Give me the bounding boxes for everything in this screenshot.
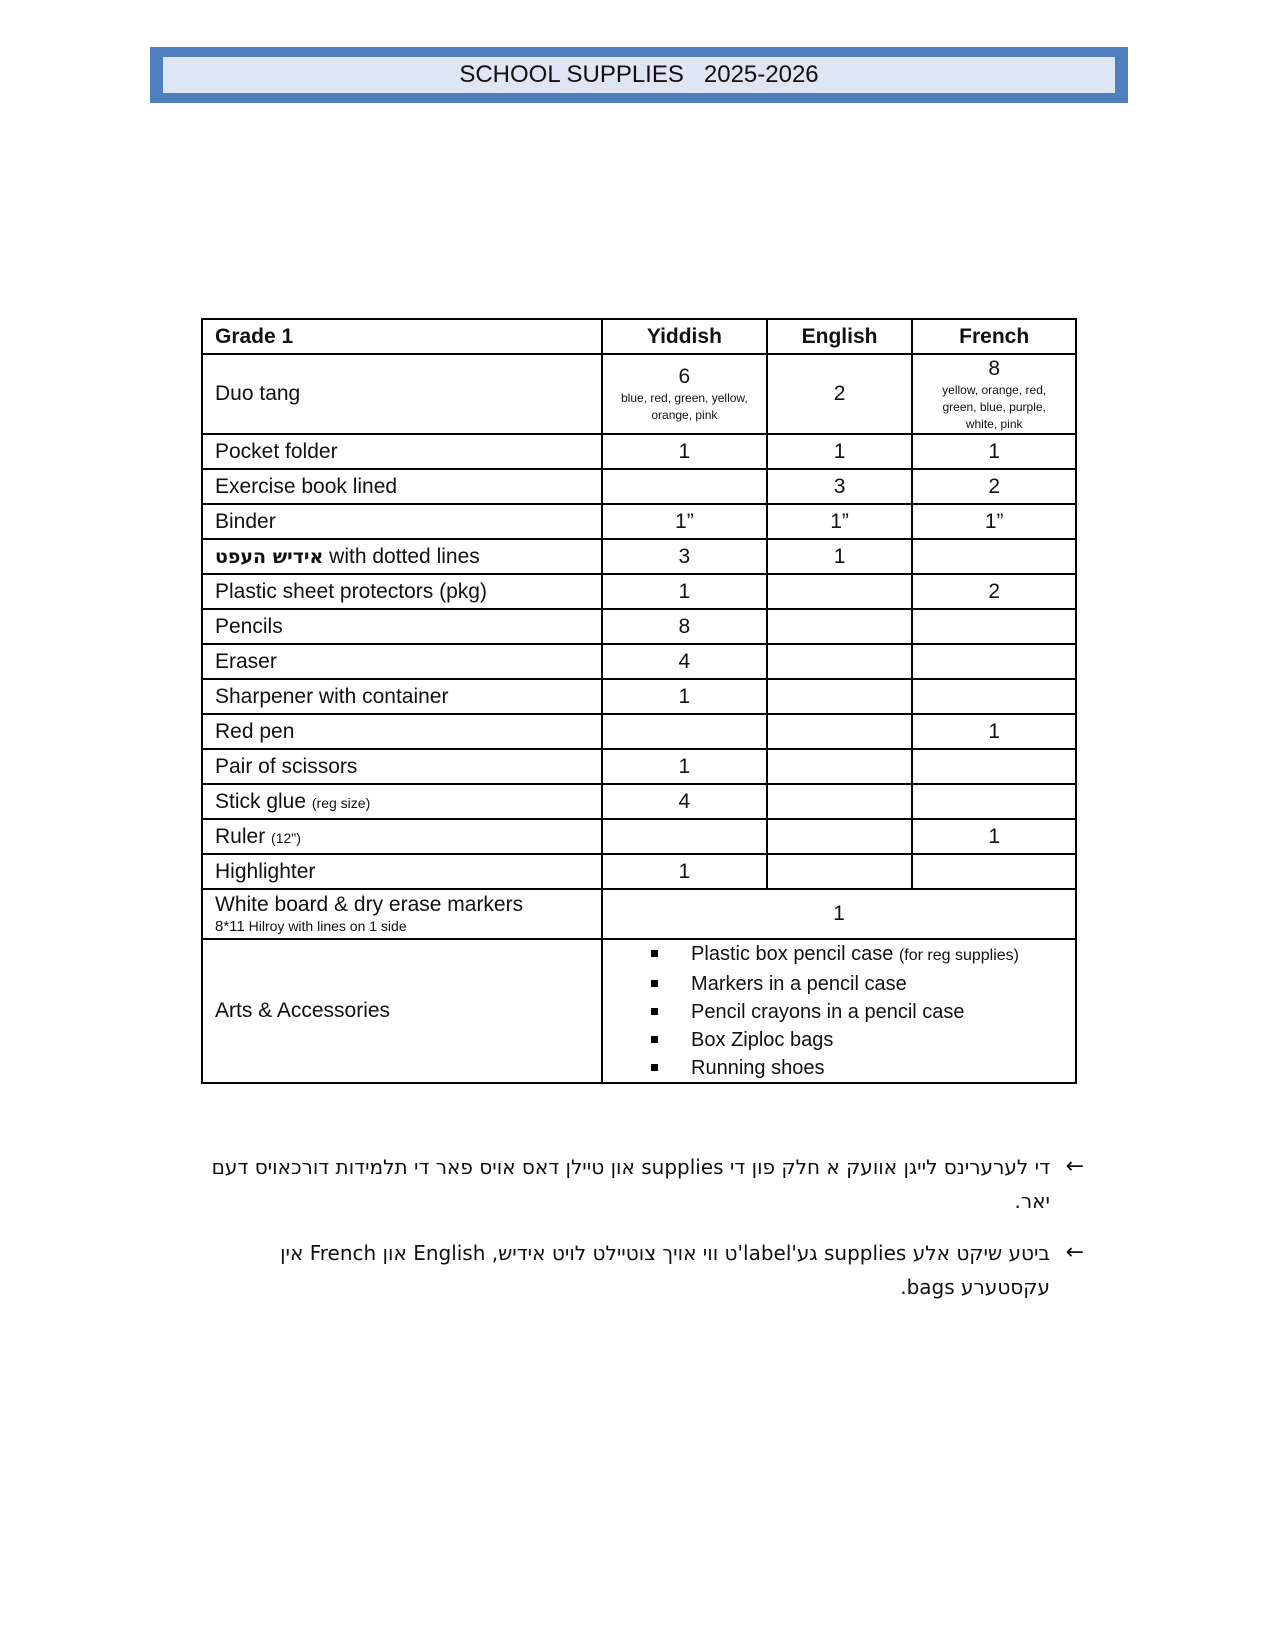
hebrew-label: אידיש העפט (215, 545, 324, 568)
cell-yiddish: 1 (602, 574, 767, 609)
cell-english (767, 679, 913, 714)
column-header-french: French (912, 319, 1076, 354)
table-row (202, 539, 1076, 574)
cell-value: 8 (988, 356, 1001, 380)
column-header-yiddish: Yiddish (602, 319, 767, 354)
table-row (202, 574, 1076, 609)
cell-english (767, 574, 913, 609)
cell-merged: 1 (602, 889, 1076, 939)
row-label-text: Red pen (215, 719, 295, 743)
row-label (202, 644, 602, 679)
table-header-row (202, 319, 1076, 354)
row-label (202, 469, 602, 504)
item-rows (202, 434, 1076, 889)
cell-yiddish (602, 354, 767, 434)
notes-section (200, 1150, 1084, 1322)
cell-yiddish: 1 (602, 749, 767, 784)
table-row (202, 354, 1076, 434)
row-label-text: Eraser (215, 649, 277, 673)
table-row (202, 939, 1076, 1083)
row-label (202, 574, 602, 609)
table-row (202, 819, 1076, 854)
row-label-text: Stick glue (215, 789, 307, 813)
cell-yiddish (602, 469, 767, 504)
cell-english (767, 749, 913, 784)
cell-french (912, 644, 1076, 679)
cell-yiddish: 1 (602, 434, 767, 469)
cell-english (767, 714, 913, 749)
row-label-text: Plastic sheet protectors (pkg) (215, 579, 487, 603)
row-label-note: (12") (271, 829, 301, 846)
header-banner (150, 47, 1128, 103)
row-label (202, 784, 602, 819)
table-row (202, 504, 1076, 539)
row-label-text: Binder (215, 509, 276, 533)
cell-french (912, 749, 1076, 784)
arts-list (615, 940, 1063, 1082)
arts-list-cell (602, 939, 1076, 1083)
row-label-text: Exercise book lined (215, 474, 398, 498)
row-label: Duo tang (202, 354, 602, 434)
list-item-note: (for reg supplies) (898, 947, 1019, 964)
row-label-text: Highlighter (215, 859, 316, 883)
row-label-note: (reg size) (311, 794, 371, 811)
row-label-text: Pencils (215, 614, 283, 638)
cell-english (767, 644, 913, 679)
whiteboard-note: 8*11 Hilroy with lines on 1 side (215, 917, 407, 935)
supplies-table (201, 318, 1077, 1084)
row-label (202, 609, 602, 644)
cell-english: 3 (767, 469, 913, 504)
cell-french (912, 679, 1076, 714)
list-item-text: Markers in a pencil case (691, 973, 907, 995)
row-label (202, 504, 602, 539)
list-item (651, 970, 1063, 998)
cell-french (912, 784, 1076, 819)
note-text: ביטע שיקט אלע supplies גע'label'ט ווי אויך צוטיילט לויט אידיש, English און French אין עקסטערע bags. (280, 1241, 1050, 1299)
cell-yiddish (602, 819, 767, 854)
list-item-text: Pencil crayons in a pencil case (691, 1001, 965, 1023)
cell-yiddish: 1 (602, 854, 767, 889)
cell-french (912, 354, 1076, 434)
list-item-text: Running shoes (691, 1057, 825, 1079)
column-header-grade: Grade 1 (202, 319, 602, 354)
row-label (202, 714, 602, 749)
cell-french: 1 (912, 434, 1076, 469)
cell-english (767, 784, 913, 819)
table-row (202, 714, 1076, 749)
cell-english: 2 (767, 354, 913, 434)
cell-french: 2 (912, 574, 1076, 609)
row-label-text: with dotted lines (329, 544, 480, 568)
cell-yiddish: 1” (602, 504, 767, 539)
row-label-text: Ruler (215, 824, 266, 848)
arrow-left-icon: ← (1065, 1240, 1084, 1265)
row-label (202, 889, 602, 939)
whiteboard-label: White board & dry erase markers (215, 892, 524, 916)
cell-english (767, 819, 913, 854)
note-text: די לערערינס לייגן אוועק א חלק פון די supplies און טיילן דאס אויס פאר די תלמידות דורכאויס דעם יאר. (211, 1155, 1050, 1213)
list-item (651, 940, 1063, 970)
table-row (202, 609, 1076, 644)
cell-french: 2 (912, 469, 1076, 504)
row-label-text: Pocket folder (215, 439, 338, 463)
cell-yiddish: 4 (602, 644, 767, 679)
table-row (202, 749, 1076, 784)
cell-english: 1 (767, 539, 913, 574)
cell-english: 1 (767, 434, 913, 469)
row-label-text: Sharpener with container (215, 684, 449, 708)
cell-french (912, 609, 1076, 644)
cell-yiddish: 8 (602, 609, 767, 644)
row-label (202, 434, 602, 469)
list-item-text: Box Ziploc bags (691, 1029, 834, 1051)
row-label (202, 539, 602, 574)
cell-french: 1 (912, 714, 1076, 749)
cell-note: blue, red, green, yellow, orange, pink (621, 391, 748, 422)
list-item-text: Plastic box pencil case (691, 943, 894, 965)
row-label-text: Pair of scissors (215, 754, 358, 778)
cell-note: yellow, orange, red, green, blue, purple, white, pink (942, 382, 1047, 431)
table-row (202, 854, 1076, 889)
row-label (202, 749, 602, 784)
note-item (200, 1236, 1084, 1304)
table-row (202, 784, 1076, 819)
cell-english (767, 609, 913, 644)
cell-english (767, 854, 913, 889)
row-label (202, 679, 602, 714)
list-item (651, 998, 1063, 1026)
cell-yiddish (602, 714, 767, 749)
table-row (202, 434, 1076, 469)
list-item (651, 1026, 1063, 1054)
row-label (202, 819, 602, 854)
table-row (202, 644, 1076, 679)
arrow-left-icon: ← (1065, 1154, 1084, 1179)
cell-french (912, 854, 1076, 889)
table-row (202, 889, 1076, 939)
cell-yiddish: 4 (602, 784, 767, 819)
cell-english: 1” (767, 504, 913, 539)
table-row (202, 469, 1076, 504)
row-label (202, 854, 602, 889)
table-row (202, 679, 1076, 714)
column-header-english: English (767, 319, 913, 354)
cell-french: 1” (912, 504, 1076, 539)
note-item (200, 1150, 1084, 1218)
page-title: SCHOOL SUPPLIES 2025-2026 (163, 57, 1115, 93)
cell-value: 6 (678, 365, 691, 388)
cell-yiddish: 3 (602, 539, 767, 574)
cell-french (912, 539, 1076, 574)
row-label: Arts & Accessories (202, 939, 602, 1083)
cell-yiddish: 1 (602, 679, 767, 714)
list-item (651, 1054, 1063, 1082)
cell-french: 1 (912, 819, 1076, 854)
